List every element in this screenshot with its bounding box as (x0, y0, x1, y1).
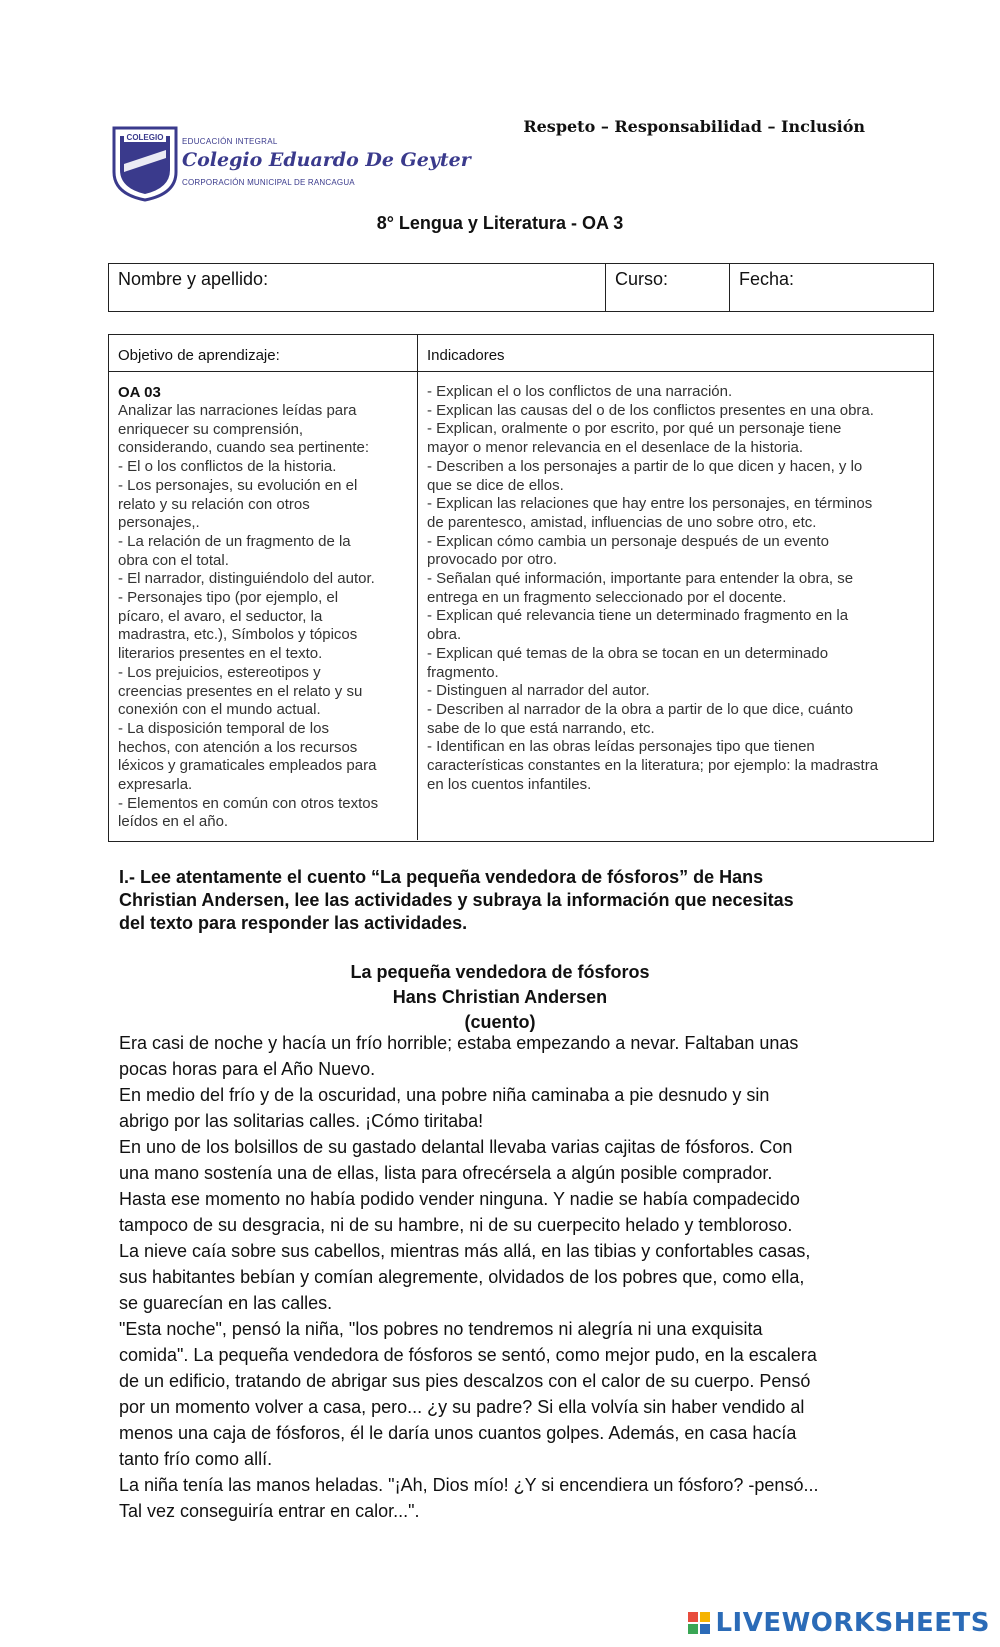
objective-line: - Elementos en común con otros textos (118, 794, 379, 812)
liveworksheets-logo-icon (688, 1612, 710, 1634)
indicator-line: - Identifican en las obras leídas personajes tipo que tienen (427, 738, 815, 756)
objective-line: - Personajes tipo (por ejemplo, el (118, 589, 339, 607)
story-text (119, 1030, 909, 1524)
story-line: una mano sostenía una de ellas, lista para ofrecérsela a algún posible comprador. (119, 1163, 773, 1183)
objective-line: conexión con el mundo actual. (118, 701, 321, 719)
objective-line: obra con el total. (118, 551, 229, 569)
story-line: por un momento volver a casa, pero... ¿y su padre? Si ella volvía sin haber vendido al (119, 1397, 805, 1417)
story-line: menos una caja de fósforos, él le daría unos cuantos golpes. Además, en casa hacía (119, 1423, 797, 1443)
indicator-line: sabe de lo que está narrando, etc. (427, 719, 655, 737)
objective-line: creencias presentes en el relato y su (118, 682, 363, 700)
objective-line: Analizar las narraciones leídas para (118, 402, 357, 419)
logo-school-name: Colegio Eduardo De Geyter (182, 149, 471, 171)
logo-line-1: EDUCACIÓN INTEGRAL (182, 137, 278, 146)
date-field[interactable]: Fecha: (739, 269, 795, 289)
story-line: abrigo por las solitarias calles. ¡Cómo tiritaba! (119, 1111, 484, 1131)
indicators-cell (418, 372, 933, 840)
indicator-line: - Explican las causas del o de los conflictos presentes en una obra. (427, 401, 874, 419)
story-title: La pequeña vendedora de fósforos (350, 962, 650, 982)
logo-block (700, 1624, 710, 1634)
indicator-line: fragmento. (427, 663, 499, 681)
indicator-line: - Señalan qué información, importante para entender la obra, se (427, 570, 854, 588)
oa-title: OA 03 (118, 384, 161, 401)
liveworksheets-watermark (688, 1605, 990, 1641)
objective-line: pícaro, el avaro, el seductor, la (118, 607, 323, 625)
name-field[interactable]: Nombre y apellido: (109, 264, 606, 311)
story-line: sus habitantes bebían y comían alegremente, olvidados de los pobres que, como ella, (119, 1267, 805, 1287)
story-line: Era casi de noche y hacía un frío horrible; estaba empezando a nevar. Faltaban unas (119, 1033, 799, 1053)
objective-line: considerando, cuando sea pertinente: (118, 439, 370, 457)
logo-block (700, 1612, 710, 1622)
indicator-line: - Explican qué temas de la obra se tocan en un determinado (427, 644, 829, 662)
document-title: 8° Lengua y Literatura - OA 3 (376, 213, 624, 233)
objective-line: - La relación de un fragmento de la (118, 532, 351, 550)
story-line: tampoco de su desgracia, ni de su hambre, ni de su cuerpecito helado y tembloroso. (119, 1215, 793, 1235)
indicator-line: en los cuentos infantiles. (427, 775, 592, 793)
indicator-line: mayor o menor relevancia en el desenlace de la historia. (427, 439, 804, 457)
indicator-line: - Explican qué relevancia tiene un determinado fragmento en la (427, 607, 849, 625)
objective-line: léxicos y gramaticales empleados para (118, 757, 377, 775)
objective-line: literarios presentes en el texto. (118, 645, 323, 663)
objective-line: relato y su relación con otros (118, 495, 310, 513)
objectives-table-header (109, 335, 933, 372)
objective-line: hechos, con atención a los recursos (118, 738, 358, 756)
story-line: pocas horas para el Año Nuevo. (119, 1059, 376, 1079)
instructions (119, 866, 899, 935)
school-logo (110, 124, 471, 202)
story-author: Hans Christian Andersen (392, 987, 608, 1007)
story-line: En uno de los bolsillos de su gastado delantal llevaba varias cajitas de fósforos. Con (119, 1137, 793, 1157)
indicator-line: - Explican cómo cambia un personaje después de un evento (427, 532, 829, 550)
story-line: En medio del frío y de la oscuridad, una pobre niña caminaba a pie desnudo y sin (119, 1085, 770, 1105)
objective-line: personajes,. (118, 514, 200, 532)
objective-header: Objetivo de aprendizaje: (109, 335, 418, 371)
indicator-line: de parentesco, amistad, influencias de uno sobre otro, etc. (427, 513, 817, 531)
objective-line: - Los prejuicios, estereotipos y (118, 663, 321, 681)
indicator-line: que se dice de ellos. (427, 476, 564, 494)
story-line: La niña tenía las manos heladas. "¡Ah, Dios mío! ¿Y si encendiera un fósforo? -pensó... (119, 1475, 819, 1495)
indicators-text (427, 383, 924, 794)
logo-block (688, 1612, 698, 1622)
story-line: comida". La pequeña vendedora de fósforos se sentó, como mejor pudo, en la escalera (119, 1345, 817, 1365)
indicator-line: - Explican las relaciones que hay entre los personajes, en términos (427, 495, 873, 513)
indicators-header: Indicadores (427, 347, 505, 364)
objective-text (118, 402, 408, 832)
objective-line: - La disposición temporal de los (118, 719, 329, 737)
story-line: tanto frío como allí. (119, 1449, 273, 1469)
indicator-line: características constantes en la literatura; por ejemplo: la madrastra (427, 757, 879, 775)
objective-line: expresarla. (118, 776, 193, 794)
instruction-line: del texto para responder las actividades. (119, 913, 468, 933)
indicator-line: - Describen al narrador de la obra a partir de lo que dice, cuánto (427, 700, 854, 718)
indicator-line: - Explican, oralmente o por escrito, por qué un personaje tiene (427, 420, 842, 438)
objective-cell (109, 372, 418, 840)
objective-line: enriquecer su comprensión, (118, 420, 304, 438)
story-line: Hasta ese momento no había podido vender ninguna. Y nadie se había compadecido (119, 1189, 800, 1209)
story-genre: (cuento) (464, 1012, 536, 1032)
objectives-table (108, 334, 934, 842)
story-line: de un edificio, tratando de abrigar sus pies descalzos con el calor de su cuerpo. Pensó (119, 1371, 811, 1391)
instruction-line: Christian Andersen, lee las actividades y subraya la información que necesitas (119, 890, 794, 910)
objective-line: leídos en el año. (118, 813, 229, 831)
student-info-table (108, 263, 934, 312)
indicator-line: entrega en un fragmento seleccionado por el docente. (427, 588, 787, 606)
story-heading (0, 960, 1000, 1035)
story-line: "Esta noche", pensó la niña, "los pobres no tendremos ni alegría ni una exquisita (119, 1319, 763, 1339)
course-field[interactable]: Curso: (606, 264, 730, 311)
instruction-line: I.- Lee atentamente el cuento “La pequeña vendedora de fósforos” de Hans (119, 867, 764, 887)
logo-line-3: CORPORACIÓN MUNICIPAL DE RANCAGUA (182, 178, 355, 187)
story-line: Tal vez conseguiría entrar en calor...". (119, 1501, 420, 1521)
story-line: se guarecían en las calles. (119, 1293, 333, 1313)
watermark-text: LIVEWORKSHEETS (715, 1608, 990, 1638)
indicator-line: provocado por otro. (427, 551, 558, 569)
story-line: La nieve caía sobre sus cabellos, mientras más allá, en las tibias y confortables casas, (119, 1241, 811, 1261)
objective-line: - Los personajes, su evolución en el (118, 476, 358, 494)
indicator-line: obra. (427, 626, 462, 644)
indicator-line: - Describen a los personajes a partir de lo que dicen y hacen, y lo (427, 457, 863, 475)
objective-line: madrastra, etc.), Símbolos y tópicos (118, 626, 358, 644)
objective-line: - El o los conflictos de la historia. (118, 458, 337, 476)
school-crest-icon (110, 124, 180, 202)
crest-label: COLEGIO (126, 133, 164, 142)
indicator-line: - Distinguen al narrador del autor. (427, 682, 650, 700)
school-motto: Respeto – Responsabilidad – Inclusión (523, 117, 865, 136)
objective-line: - El narrador, distinguiéndolo del autor. (118, 570, 375, 588)
logo-block (688, 1624, 698, 1634)
indicator-line: - Explican el o los conflictos de una narración. (427, 383, 733, 400)
